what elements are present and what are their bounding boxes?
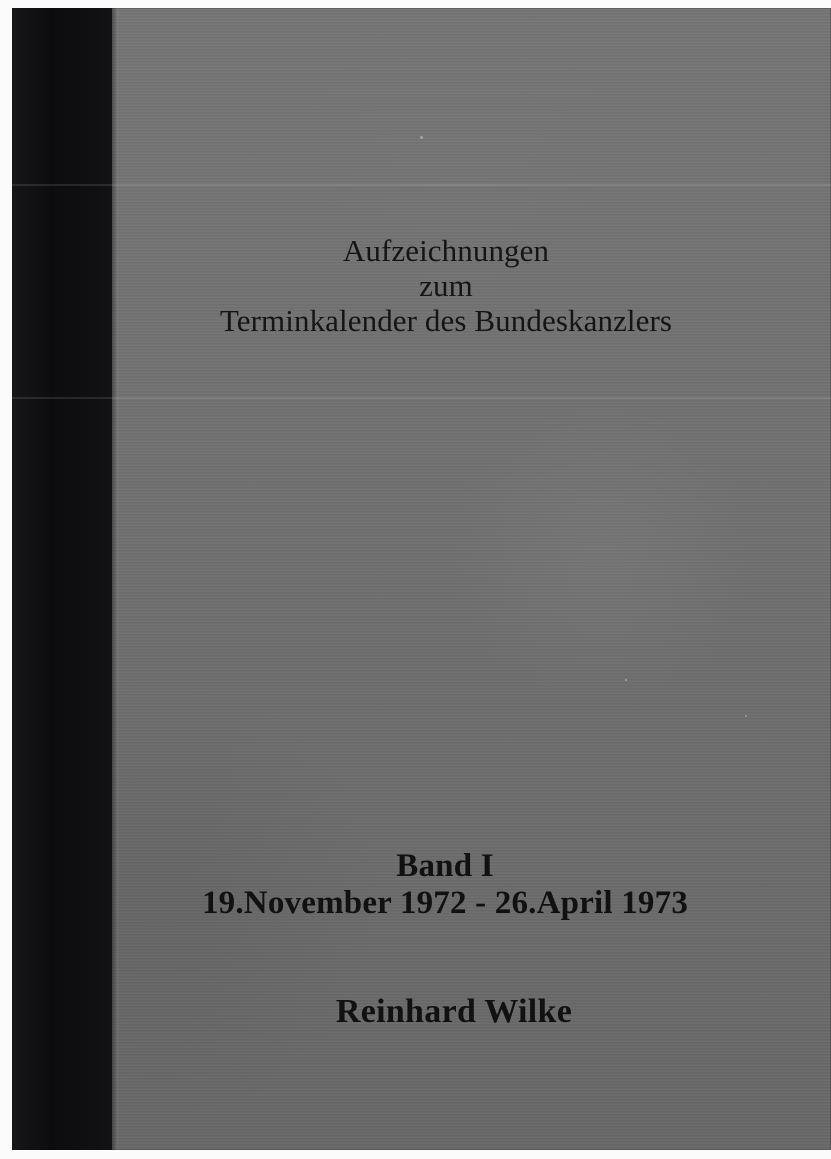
cover-fold-line-middle	[12, 397, 831, 399]
author-name: Reinhard Wilke	[335, 993, 573, 1030]
black-spine-strip	[12, 8, 112, 1150]
spine-fold-shadow	[112, 8, 118, 1150]
cover-title-line-3: Terminkalender des Bundeskanzlers	[219, 303, 673, 338]
book-cover	[12, 8, 831, 1150]
dust-speck	[745, 715, 747, 717]
date-range: 19.November 1972 - 26.April 1973	[201, 885, 689, 921]
cover-title-line-1: Aufzeichnungen	[342, 233, 550, 268]
cover-fold-line-top	[12, 184, 831, 186]
dust-speck	[625, 679, 627, 681]
cover-title	[144, 235, 748, 336]
volume-info	[140, 850, 750, 920]
cover-title-line-2: zum	[419, 268, 473, 303]
volume-label: Band I	[396, 848, 494, 884]
dust-speck	[420, 136, 423, 139]
